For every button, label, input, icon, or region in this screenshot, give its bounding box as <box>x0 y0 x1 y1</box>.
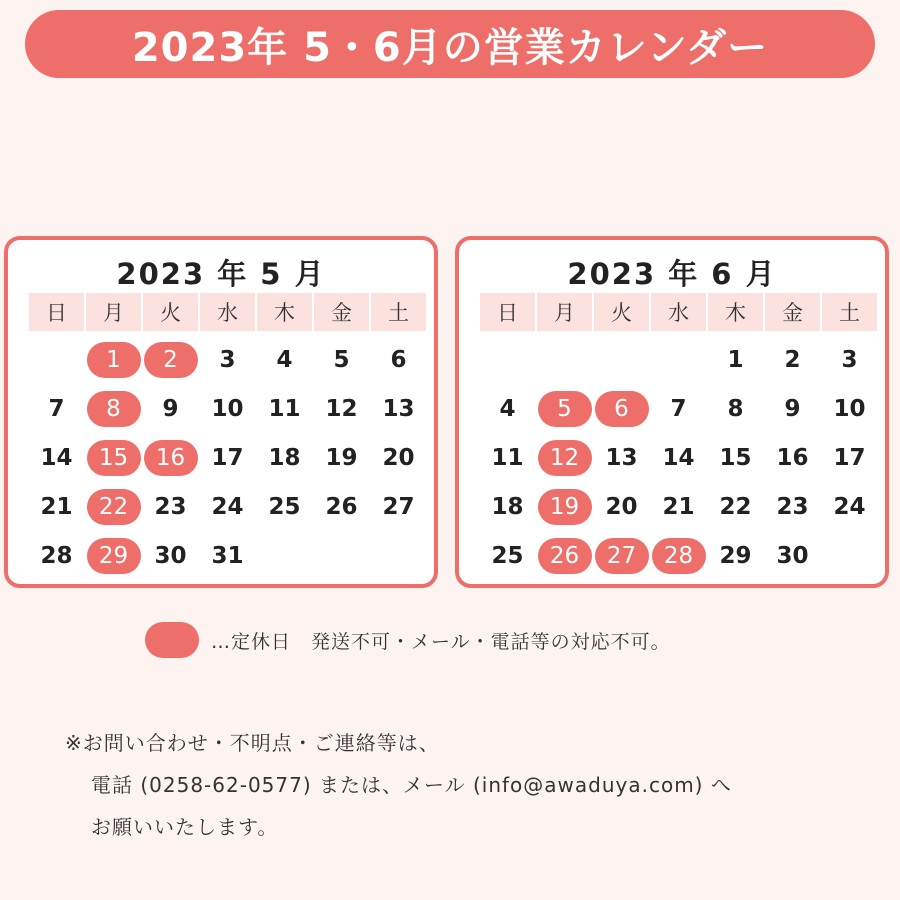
calendar-may <box>4 236 438 588</box>
day-number: 9 <box>784 395 801 422</box>
calendar-day <box>370 531 427 580</box>
legend <box>145 622 671 658</box>
calendar-day <box>256 482 313 531</box>
calendar-day <box>593 335 650 384</box>
calendar-day <box>85 482 142 531</box>
page-title: 2023年 5・6月の営業カレンダー <box>131 24 769 71</box>
calendar-day <box>85 384 142 433</box>
calendar-title: 2023 年 6 月 <box>567 257 777 291</box>
day-number: 5 <box>333 346 350 373</box>
calendar-day <box>593 384 650 433</box>
day-number: 10 <box>833 395 866 422</box>
calendar-day <box>821 384 878 433</box>
day-number: 19 <box>325 444 358 471</box>
calendar-day <box>536 531 593 580</box>
day-number: 17 <box>833 444 866 471</box>
holiday-day-number: 5 <box>538 391 592 427</box>
contact-note <box>65 722 732 848</box>
holiday-day-number: 2 <box>144 342 198 378</box>
day-number: 3 <box>219 346 236 373</box>
calendar-day <box>650 482 707 531</box>
note-line: お願いいたします。 <box>91 815 279 839</box>
calendar-day <box>370 433 427 482</box>
calendar-day <box>313 335 370 384</box>
calendar-day <box>707 531 764 580</box>
day-number: 20 <box>605 493 638 520</box>
calendar-day <box>142 482 199 531</box>
title-banner <box>25 10 875 78</box>
weekday-header: 木 <box>257 293 312 331</box>
weekday-header: 土 <box>822 293 877 331</box>
calendar-day <box>764 482 821 531</box>
calendar-day <box>536 433 593 482</box>
calendar-day <box>28 531 85 580</box>
calendar-day <box>256 433 313 482</box>
day-number: 28 <box>40 542 73 569</box>
calendar-day <box>313 482 370 531</box>
day-number: 13 <box>605 444 638 471</box>
day-number: 17 <box>211 444 244 471</box>
calendar-day <box>650 335 707 384</box>
calendar-day <box>821 335 878 384</box>
calendar-grid <box>479 293 878 580</box>
calendar-day <box>199 335 256 384</box>
day-number: 7 <box>48 395 65 422</box>
day-number: 15 <box>719 444 752 471</box>
calendar-title: 2023 年 5 月 <box>116 257 326 291</box>
holiday-day-number: 29 <box>87 538 141 574</box>
holiday-day-number: 15 <box>87 440 141 476</box>
calendar-day <box>821 433 878 482</box>
day-number: 14 <box>662 444 695 471</box>
holiday-day-number: 16 <box>144 440 198 476</box>
day-number: 11 <box>268 395 301 422</box>
day-number: 30 <box>776 542 809 569</box>
calendar-day <box>28 335 85 384</box>
calendar-day <box>821 482 878 531</box>
note-line: 電話 (0258-62-0577) または、メール (info@awaduya.com) へ <box>91 773 732 797</box>
day-number: 20 <box>382 444 415 471</box>
holiday-day-number: 26 <box>538 538 592 574</box>
calendar-day <box>536 335 593 384</box>
day-number: 31 <box>211 542 244 569</box>
holiday-marker-swatch <box>145 622 199 658</box>
calendar-day <box>479 531 536 580</box>
calendar-day <box>199 384 256 433</box>
calendar-day <box>142 531 199 580</box>
calendar-day <box>28 384 85 433</box>
calendar-day <box>650 433 707 482</box>
calendar-day <box>479 335 536 384</box>
calendar-day <box>764 433 821 482</box>
calendar-day <box>707 335 764 384</box>
calendar-day <box>370 335 427 384</box>
weekday-header: 金 <box>314 293 369 331</box>
day-number: 6 <box>390 346 407 373</box>
weekday-header: 日 <box>480 293 535 331</box>
calendar-day <box>650 531 707 580</box>
day-number: 7 <box>670 395 687 422</box>
calendar-day <box>370 482 427 531</box>
calendar-day <box>85 433 142 482</box>
calendar-day <box>536 384 593 433</box>
day-number: 30 <box>154 542 187 569</box>
calendar-day <box>256 531 313 580</box>
day-number: 21 <box>40 493 73 520</box>
calendar-day <box>85 531 142 580</box>
calendar-day <box>28 482 85 531</box>
calendar-day <box>479 433 536 482</box>
weekday-header: 水 <box>651 293 706 331</box>
day-number: 23 <box>154 493 187 520</box>
weekday-header: 月 <box>537 293 592 331</box>
day-number: 24 <box>211 493 244 520</box>
weekday-header: 木 <box>708 293 763 331</box>
day-number: 18 <box>268 444 301 471</box>
calendar-day <box>199 482 256 531</box>
holiday-day-number: 27 <box>595 538 649 574</box>
weekday-header: 日 <box>29 293 84 331</box>
day-number: 29 <box>719 542 752 569</box>
day-number: 9 <box>162 395 179 422</box>
calendar-day <box>313 531 370 580</box>
calendar-day <box>142 335 199 384</box>
calendar-day <box>593 433 650 482</box>
calendar-day <box>536 482 593 531</box>
day-number: 18 <box>491 493 524 520</box>
holiday-day-number: 12 <box>538 440 592 476</box>
calendar-day <box>199 433 256 482</box>
weekday-header: 水 <box>200 293 255 331</box>
day-number: 23 <box>776 493 809 520</box>
holiday-day-number: 8 <box>87 391 141 427</box>
day-number: 11 <box>491 444 524 471</box>
day-number: 10 <box>211 395 244 422</box>
day-number: 12 <box>325 395 358 422</box>
day-number: 22 <box>719 493 752 520</box>
calendar-day <box>593 482 650 531</box>
day-number: 8 <box>727 395 744 422</box>
calendar-day <box>707 482 764 531</box>
calendar-day <box>707 384 764 433</box>
calendar-day <box>479 384 536 433</box>
day-number: 3 <box>841 346 858 373</box>
holiday-day-number: 1 <box>87 342 141 378</box>
calendar-day <box>650 384 707 433</box>
legend-text: …定休日 発送不可・メール・電話等の対応不可。 <box>211 630 671 653</box>
calendar-day <box>764 335 821 384</box>
day-number: 25 <box>268 493 301 520</box>
day-number: 21 <box>662 493 695 520</box>
weekday-header: 金 <box>765 293 820 331</box>
calendar-day <box>764 384 821 433</box>
day-number: 2 <box>784 346 801 373</box>
calendar-day <box>370 384 427 433</box>
day-number: 14 <box>40 444 73 471</box>
weekday-header: 火 <box>594 293 649 331</box>
calendar-day <box>479 482 536 531</box>
day-number: 4 <box>499 395 516 422</box>
holiday-day-number: 22 <box>87 489 141 525</box>
calendar-day <box>313 433 370 482</box>
weekday-header: 火 <box>143 293 198 331</box>
day-number: 27 <box>382 493 415 520</box>
weekday-header: 土 <box>371 293 426 331</box>
day-number: 26 <box>325 493 358 520</box>
calendar-day <box>28 433 85 482</box>
day-number: 24 <box>833 493 866 520</box>
calendar-day <box>764 531 821 580</box>
note-line: ※お問い合わせ・不明点・ご連絡等は、 <box>65 731 440 755</box>
calendar-day <box>707 433 764 482</box>
holiday-day-number: 6 <box>595 391 649 427</box>
day-number: 16 <box>776 444 809 471</box>
calendar-day <box>256 384 313 433</box>
calendar-day <box>256 335 313 384</box>
calendar-day <box>199 531 256 580</box>
calendar-day <box>85 335 142 384</box>
holiday-day-number: 19 <box>538 489 592 525</box>
weekday-header: 月 <box>86 293 141 331</box>
calendar-day <box>593 531 650 580</box>
calendar-day <box>313 384 370 433</box>
calendar-day <box>142 433 199 482</box>
day-number: 4 <box>276 346 293 373</box>
calendar-grid <box>28 293 427 580</box>
calendar-day <box>142 384 199 433</box>
calendar-june <box>455 236 889 588</box>
calendar-day <box>821 531 878 580</box>
day-number: 1 <box>727 346 744 373</box>
day-number: 13 <box>382 395 415 422</box>
day-number: 25 <box>491 542 524 569</box>
holiday-day-number: 28 <box>652 538 706 574</box>
